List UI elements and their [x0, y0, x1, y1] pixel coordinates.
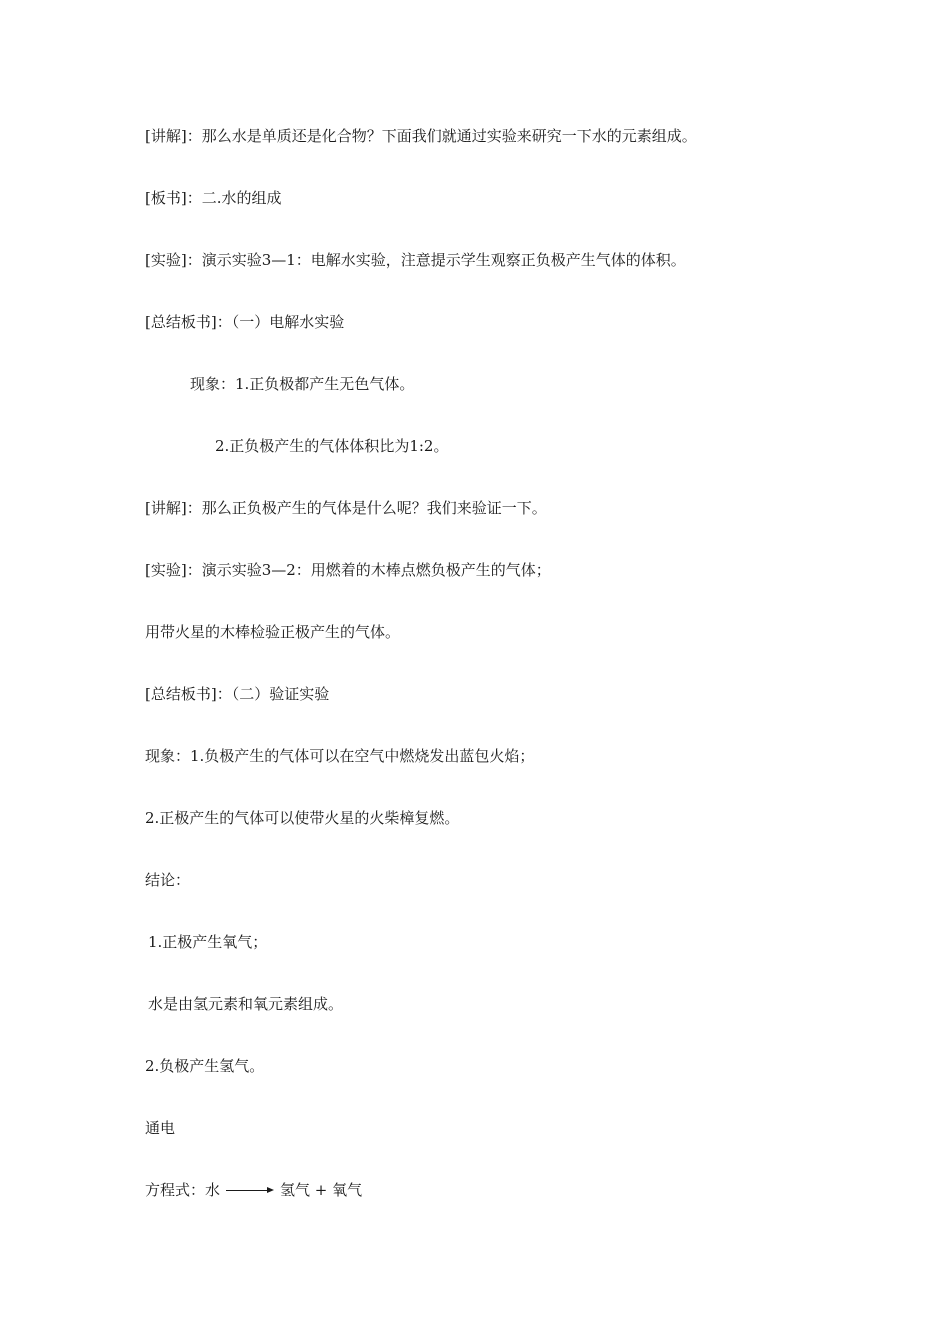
verification-phenomenon-line-2: 2.正极产生的气体可以使带火星的火柴樟复燃。 [145, 809, 460, 827]
conclusion-line-composition: 水是由氢元素和氧元素组成。 [148, 995, 344, 1013]
summary-heading-verification: [总结板书]：（二）验证实验 [145, 685, 330, 703]
explanation-line-1: [讲解]：那么水是单质还是化合物？下面我们就通过实验来研究一下水的元素组成。 [145, 127, 697, 145]
explanation-line-2: [讲解]：那么正负极产生的气体是什么呢？我们来验证一下。 [145, 499, 547, 517]
electrolysis-condition-label: 通电 [145, 1119, 176, 1137]
experiment-line-3-2-continued: 用带火星的木棒检验正极产生的气体。 [145, 623, 401, 641]
conclusion-line-2: 2.负极产生氢气。 [145, 1057, 265, 1075]
conclusion-label: 结论： [145, 871, 191, 889]
board-heading-water-composition: [板书]：二.水的组成 [145, 189, 282, 207]
verification-phenomenon-line-1: 现象：1.负极产生的气体可以在空气中燃烧发出蓝包火焰； [145, 747, 535, 765]
phenomenon-line-1: 现象：1.正负极都产生无色气体。 [190, 375, 415, 393]
experiment-line-3-2: [实验]：演示实验3—2：用燃着的木棒点燃负极产生的气体； [145, 561, 551, 579]
equation-label: 方程式： [145, 1181, 206, 1199]
phenomenon-line-2: 2.正负极产生的气体体积比为1:2。 [215, 437, 449, 455]
equation-line [145, 1180, 362, 1200]
conclusion-line-1: 1.正极产生氧气； [148, 933, 268, 951]
experiment-line-3-1: [实验]：演示实验3—1：电解水实验，注意提示学生观察正负极产生气体的体积。 [145, 251, 686, 269]
equation-reactant: 水 [205, 1181, 221, 1199]
summary-heading-electrolysis: [总结板书]：（一）电解水实验 [145, 313, 345, 331]
reaction-arrow-icon [226, 1180, 274, 1200]
equation-products: 氢气 + 氧气 [280, 1181, 363, 1199]
